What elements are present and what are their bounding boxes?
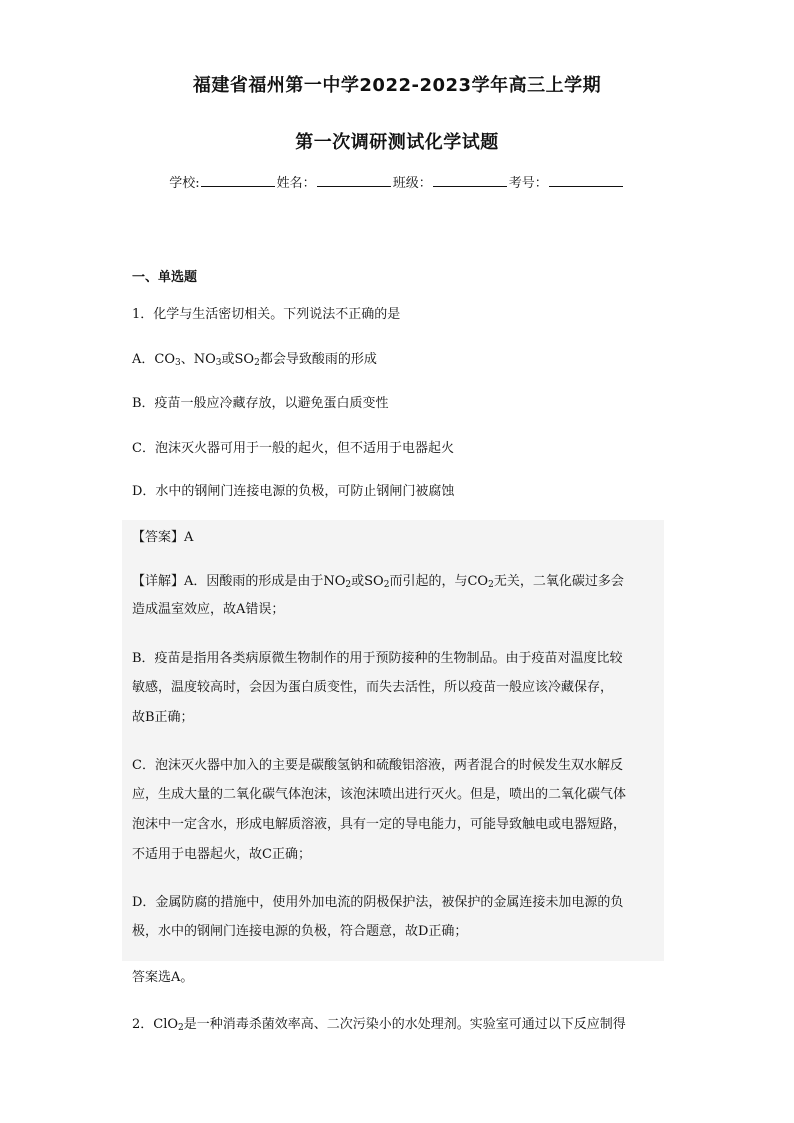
question-1-option-a: A．$CO_3$、$NO_3$或$SO_2$都会导致酸雨的形成 (132, 352, 377, 368)
detail-c-line3: 泡沫中一定含水，形成电解质溶液，具有一定的导电能力，可能导致触电或电器短路， (132, 817, 627, 832)
name-blank[interactable] (317, 174, 391, 187)
section-heading: 一、单选题 (132, 270, 198, 285)
detail-a-line1: 【详解】A．因酸雨的形成是由于$NO_2$或$SO_2$而引起的，与$CO_2$无关，二氧化碳过多会 (132, 574, 624, 590)
detail-c-line2: 应，生成大量的二氧化碳气体泡沫，该泡沫喷出进行灭火。但是，喷出的二氧化碳气体 (132, 787, 627, 802)
class-blank[interactable] (433, 174, 507, 187)
number-blank[interactable] (549, 174, 623, 187)
question-1-option-b: B．疫苗一般应冷藏存放，以避免蛋白质变性 (132, 396, 389, 411)
doc-title-line2: 第一次调研测试化学试题 (295, 132, 499, 153)
number-label: 考号： (508, 176, 548, 191)
question-1-option-c: C．泡沫灭火器可用于一般的起火，但不适用于电器起火 (132, 441, 454, 456)
detail-b-line3: 故B正确； (132, 710, 194, 725)
school-blank[interactable] (201, 174, 275, 187)
detail-a-line2: 造成温室效应，故A错误； (132, 602, 285, 617)
student-info-line (0, 172, 794, 191)
question-1-option-d: D．水中的钢闸门连接电源的负极，可防止钢闸门被腐蚀 (132, 484, 455, 499)
detail-b-line2: 敏感，温度较高时，会因为蛋白质变性，而失去活性，所以疫苗一般应该冷藏保存， (132, 680, 614, 695)
school-label: 学校: (169, 176, 200, 191)
detail-c-line1: C．泡沫灭火器中加入的主要是碳酸氢钠和硫酸铝溶液，两者混合的时候发生双水解反 (132, 758, 623, 773)
detail-c-line4: 不适用于电器起火，故C正确； (132, 847, 311, 862)
question-2-stem: 2．ClO$_2$是一种消毒杀菌效率高、二次污染小的水处理剂。实验室可通过以下反应制得 (132, 1017, 626, 1033)
class-label: 班级： (392, 176, 432, 191)
name-label: 姓名： (276, 176, 316, 191)
answer-label: 【答案】A (132, 530, 194, 545)
detail-d-line2: 极，水中的钢闸门连接电源的负极，符合题意，故D正确； (132, 924, 468, 939)
doc-title-line1: 福建省福州第一中学2022-2023学年高三上学期 (192, 75, 602, 96)
question-1-stem: 1．化学与生活密切相关。下列说法不正确的是 (132, 307, 401, 322)
answer-conclusion: 答案选A。 (132, 970, 194, 985)
detail-b-line1: B．疫苗是指用各类病原微生物制作的用于预防接种的生物制品。由于疫苗对温度比较 (132, 651, 623, 666)
detail-d-line1: D．金属防腐的措施中，使用外加电流的阴极保护法，被保护的金属连接未加电源的负 (132, 895, 624, 910)
